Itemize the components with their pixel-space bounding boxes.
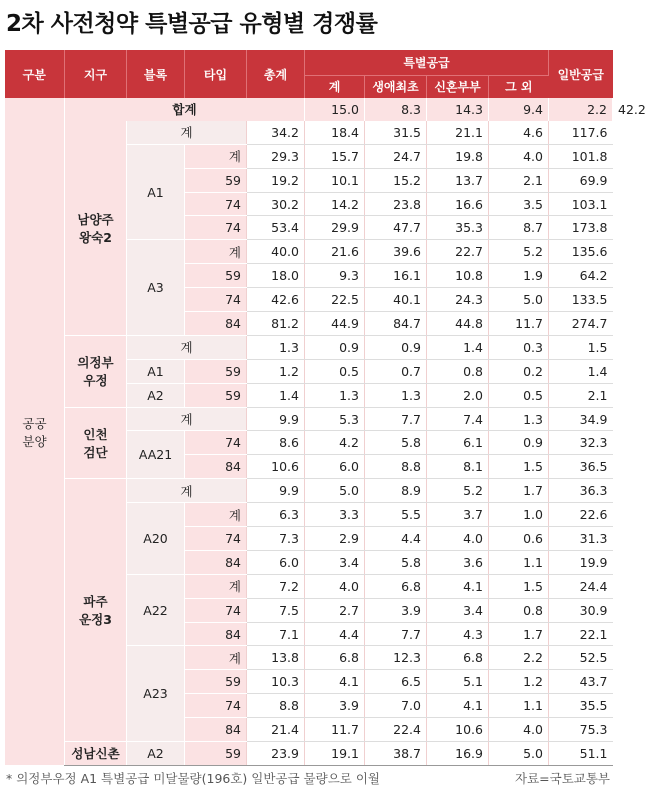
- value-cell: 22.6: [549, 503, 613, 527]
- value-cell: 8.6: [247, 431, 305, 455]
- value-cell: 14.2: [305, 192, 365, 216]
- value-cell: 1.5: [489, 574, 549, 598]
- type-cell: 계: [185, 503, 247, 527]
- value-cell: 5.8: [365, 550, 427, 574]
- value-cell: 31.3: [549, 527, 613, 551]
- value-cell: 21.6: [305, 240, 365, 264]
- type-cell: 74: [185, 192, 247, 216]
- header-first-home: 생애최초: [365, 75, 427, 98]
- block-name: A22: [127, 574, 185, 646]
- page-title: 2차 사전청약 특별공급 유형별 경쟁률: [6, 11, 378, 37]
- type-cell: 59: [185, 742, 247, 766]
- value-cell: 9.9: [247, 407, 305, 431]
- value-cell: 0.3: [489, 335, 549, 359]
- value-cell: 0.5: [489, 383, 549, 407]
- value-cell: 42.6: [247, 288, 305, 312]
- value-cell: 5.3: [305, 407, 365, 431]
- value-cell: 69.9: [549, 168, 613, 192]
- header-gubun: 구분: [5, 50, 65, 98]
- value-cell: 11.7: [305, 718, 365, 742]
- value-cell: 4.0: [427, 527, 489, 551]
- value-cell: 30.9: [549, 598, 613, 622]
- value-cell: 30.2: [247, 192, 305, 216]
- value-cell: 0.6: [489, 527, 549, 551]
- value-cell: 4.2: [305, 431, 365, 455]
- value-cell: 7.0: [365, 694, 427, 718]
- value-cell: 4.4: [305, 622, 365, 646]
- value-cell: 3.5: [489, 192, 549, 216]
- value-cell: 1.2: [489, 670, 549, 694]
- value-cell: 2.2: [549, 98, 613, 121]
- value-cell: 36.3: [549, 479, 613, 503]
- value-cell: 7.1: [247, 622, 305, 646]
- value-cell: 5.5: [365, 503, 427, 527]
- value-cell: 3.4: [427, 598, 489, 622]
- value-cell: 3.3: [305, 503, 365, 527]
- competition-table: [4, 50, 646, 766]
- value-cell: 10.6: [427, 718, 489, 742]
- value-cell: 14.3: [427, 98, 489, 121]
- header-type: 타입: [185, 50, 247, 98]
- value-cell: 4.0: [489, 718, 549, 742]
- value-cell: 5.0: [305, 479, 365, 503]
- type-cell: 계: [185, 240, 247, 264]
- value-cell: 1.3: [305, 383, 365, 407]
- value-cell: 34.9: [549, 407, 613, 431]
- value-cell: 8.8: [247, 694, 305, 718]
- value-cell: 44.8: [427, 312, 489, 336]
- value-cell: 0.8: [489, 598, 549, 622]
- type-cell: 계: [185, 144, 247, 168]
- sum-label: 합계: [65, 98, 305, 121]
- value-cell: 16.9: [427, 742, 489, 766]
- value-cell: 22.7: [427, 240, 489, 264]
- district-total-label: 계: [127, 335, 247, 359]
- value-cell: 2.1: [489, 168, 549, 192]
- value-cell: 8.7: [489, 216, 549, 240]
- table-row: [5, 121, 613, 144]
- value-cell: 0.9: [305, 335, 365, 359]
- value-cell: 15.2: [365, 168, 427, 192]
- block-name: A3: [127, 240, 185, 336]
- value-cell: 4.0: [489, 144, 549, 168]
- value-cell: 19.1: [305, 742, 365, 766]
- block-name: AA21: [127, 431, 185, 479]
- type-cell: 74: [185, 431, 247, 455]
- value-cell: 52.5: [549, 646, 613, 670]
- block-name: A20: [127, 503, 185, 575]
- value-cell: 10.1: [305, 168, 365, 192]
- value-cell: 1.7: [489, 622, 549, 646]
- table-row: [5, 407, 613, 431]
- value-cell: 10.8: [427, 264, 489, 288]
- header-others: 그 외: [489, 75, 549, 98]
- value-cell: 22.4: [365, 718, 427, 742]
- value-cell: 51.1: [549, 742, 613, 766]
- value-cell: 1.3: [247, 335, 305, 359]
- value-cell: 1.1: [489, 550, 549, 574]
- value-cell: 4.3: [427, 622, 489, 646]
- value-cell: 9.3: [305, 264, 365, 288]
- value-cell: 3.4: [305, 550, 365, 574]
- value-cell: 22.5: [305, 288, 365, 312]
- value-cell: 29.3: [247, 144, 305, 168]
- value-cell: 6.5: [365, 670, 427, 694]
- value-cell: 5.0: [489, 742, 549, 766]
- value-cell: 6.1: [427, 431, 489, 455]
- value-cell: 2.7: [305, 598, 365, 622]
- header-general: 일반공급: [549, 50, 613, 98]
- value-cell: 1.5: [489, 455, 549, 479]
- value-cell: 3.9: [365, 598, 427, 622]
- value-cell: 13.8: [247, 646, 305, 670]
- value-cell: 1.5: [549, 335, 613, 359]
- value-cell: 31.5: [365, 121, 427, 144]
- value-cell: 3.6: [427, 550, 489, 574]
- type-cell: 84: [185, 622, 247, 646]
- value-cell: 3.7: [427, 503, 489, 527]
- district-name: 성남신촌: [65, 742, 127, 766]
- value-cell: 15.0: [305, 98, 365, 121]
- value-cell: 117.6: [549, 121, 613, 144]
- value-cell: 11.7: [489, 312, 549, 336]
- value-cell: 7.4: [427, 407, 489, 431]
- value-cell: 36.5: [549, 455, 613, 479]
- table-row: [5, 335, 613, 359]
- value-cell: 0.5: [305, 359, 365, 383]
- value-cell: 75.3: [549, 718, 613, 742]
- value-cell: 5.2: [427, 479, 489, 503]
- value-cell: 4.1: [305, 670, 365, 694]
- type-cell: 84: [185, 550, 247, 574]
- value-cell: 7.7: [365, 622, 427, 646]
- type-cell: 84: [185, 718, 247, 742]
- value-cell: 2.9: [305, 527, 365, 551]
- value-cell: 5.2: [489, 240, 549, 264]
- value-cell: 6.8: [365, 574, 427, 598]
- block-name: A2: [127, 383, 185, 407]
- value-cell: 9.4: [489, 98, 549, 121]
- value-cell: 1.4: [427, 335, 489, 359]
- table-body: [5, 98, 646, 765]
- value-cell: 19.8: [427, 144, 489, 168]
- value-cell: 1.2: [247, 359, 305, 383]
- value-cell: 1.3: [365, 383, 427, 407]
- value-cell: 43.7: [549, 670, 613, 694]
- value-cell: 21.1: [427, 121, 489, 144]
- table-row: [5, 479, 613, 503]
- category-label: 공공 분양: [5, 98, 65, 765]
- type-cell: 74: [185, 527, 247, 551]
- value-cell: 101.8: [549, 144, 613, 168]
- value-cell: 16.6: [427, 192, 489, 216]
- value-cell: 1.4: [247, 383, 305, 407]
- value-cell: 19.9: [549, 550, 613, 574]
- value-cell: 21.4: [247, 718, 305, 742]
- value-cell: 8.3: [365, 98, 427, 121]
- value-cell: 24.3: [427, 288, 489, 312]
- value-cell: 10.3: [247, 670, 305, 694]
- value-cell: 24.7: [365, 144, 427, 168]
- type-cell: 59: [185, 168, 247, 192]
- value-cell: 173.8: [549, 216, 613, 240]
- value-cell: 47.7: [365, 216, 427, 240]
- header-jigu: 지구: [65, 50, 127, 98]
- type-cell: 84: [185, 312, 247, 336]
- header-newlywed: 신혼부부: [427, 75, 489, 98]
- table-row: 공공 분양 합계 15.0 8.3 14.3 9.4 2.2 42.2: [5, 98, 613, 121]
- value-cell: 53.4: [247, 216, 305, 240]
- value-cell: 2.2: [489, 646, 549, 670]
- value-cell: 15.7: [305, 144, 365, 168]
- value-cell: 13.7: [427, 168, 489, 192]
- table-row: [5, 742, 613, 766]
- value-cell: 40.1: [365, 288, 427, 312]
- value-cell: 10.6: [247, 455, 305, 479]
- value-cell: 34.2: [247, 121, 305, 144]
- value-cell: 18.0: [247, 264, 305, 288]
- value-cell: 1.0: [489, 503, 549, 527]
- value-cell: 44.9: [305, 312, 365, 336]
- value-cell: 5.0: [489, 288, 549, 312]
- district-total-label: 계: [127, 479, 247, 503]
- district-name: 인천 검단: [65, 407, 127, 479]
- district-name: 파주 운정3: [65, 479, 127, 742]
- type-cell: 계: [185, 574, 247, 598]
- value-cell: 6.8: [427, 646, 489, 670]
- value-cell: 0.2: [489, 359, 549, 383]
- type-cell: 74: [185, 694, 247, 718]
- value-cell: 4.1: [427, 574, 489, 598]
- value-cell: 64.2: [549, 264, 613, 288]
- value-cell: 16.1: [365, 264, 427, 288]
- value-cell: 9.9: [247, 479, 305, 503]
- type-cell: 계: [185, 646, 247, 670]
- block-name: A2: [127, 742, 185, 766]
- value-cell: 0.8: [427, 359, 489, 383]
- value-cell: 0.7: [365, 359, 427, 383]
- type-cell: 74: [185, 216, 247, 240]
- value-cell: 6.0: [305, 455, 365, 479]
- value-cell: 1.9: [489, 264, 549, 288]
- value-cell: 1.1: [489, 694, 549, 718]
- value-cell: 1.4: [549, 359, 613, 383]
- value-cell: 35.5: [549, 694, 613, 718]
- district-total-label: 계: [127, 407, 247, 431]
- type-cell: 59: [185, 359, 247, 383]
- type-cell: 59: [185, 264, 247, 288]
- value-cell: 2.0: [427, 383, 489, 407]
- footnote: * 의정부우정 A1 특별공급 미달물량(196호) 일반공급 물량으로 이월: [6, 771, 380, 786]
- value-cell: 35.3: [427, 216, 489, 240]
- value-cell: 5.8: [365, 431, 427, 455]
- type-cell: 74: [185, 598, 247, 622]
- value-cell: 274.7: [549, 312, 613, 336]
- value-cell: 7.7: [365, 407, 427, 431]
- footer: [4, 768, 612, 790]
- block-name: A1: [127, 144, 185, 240]
- value-cell: 4.4: [365, 527, 427, 551]
- value-cell: 7.2: [247, 574, 305, 598]
- value-cell: 29.9: [305, 216, 365, 240]
- value-cell: 6.3: [247, 503, 305, 527]
- value-cell: 81.2: [247, 312, 305, 336]
- value-cell: 2.1: [549, 383, 613, 407]
- type-cell: 59: [185, 383, 247, 407]
- value-cell: 6.0: [247, 550, 305, 574]
- value-cell: 4.1: [427, 694, 489, 718]
- header-block: 블록: [127, 50, 185, 98]
- block-name: A23: [127, 646, 185, 742]
- value-cell: 38.7: [365, 742, 427, 766]
- value-cell: 8.8: [365, 455, 427, 479]
- value-cell: 24.4: [549, 574, 613, 598]
- value-cell: 23.8: [365, 192, 427, 216]
- district-name: 남양주 왕숙2: [65, 121, 127, 336]
- value-cell: 1.3: [489, 407, 549, 431]
- value-cell: 135.6: [549, 240, 613, 264]
- value-cell: 103.1: [549, 192, 613, 216]
- value-cell: 40.0: [247, 240, 305, 264]
- value-cell: 0.9: [489, 431, 549, 455]
- value-cell: 7.5: [247, 598, 305, 622]
- value-cell: 39.6: [365, 240, 427, 264]
- type-cell: 59: [185, 670, 247, 694]
- value-cell: 19.2: [247, 168, 305, 192]
- value-cell: 4.6: [489, 121, 549, 144]
- type-cell: 74: [185, 288, 247, 312]
- value-cell: 3.9: [305, 694, 365, 718]
- header-total: 총계: [247, 50, 305, 98]
- value-cell: 133.5: [549, 288, 613, 312]
- value-cell: 12.3: [365, 646, 427, 670]
- value-cell: 32.3: [549, 431, 613, 455]
- type-cell: 84: [185, 455, 247, 479]
- value-cell: 22.1: [549, 622, 613, 646]
- district-total-label: 계: [127, 121, 247, 144]
- value-cell: 6.8: [305, 646, 365, 670]
- value-cell: 0.9: [365, 335, 427, 359]
- value-cell: 8.1: [427, 455, 489, 479]
- header-special: 특별공급: [305, 50, 549, 75]
- source: 자료=국토교통부: [515, 771, 610, 786]
- district-name: 의정부 우정: [65, 335, 127, 407]
- value-cell: 23.9: [247, 742, 305, 766]
- value-cell: 1.7: [489, 479, 549, 503]
- block-name: A1: [127, 359, 185, 383]
- value-cell: 7.3: [247, 527, 305, 551]
- value-cell: 5.1: [427, 670, 489, 694]
- header-sub-total: 계: [305, 75, 365, 98]
- value-cell: 18.4: [305, 121, 365, 144]
- value-cell: 8.9: [365, 479, 427, 503]
- value-cell: 4.0: [305, 574, 365, 598]
- value-cell: 84.7: [365, 312, 427, 336]
